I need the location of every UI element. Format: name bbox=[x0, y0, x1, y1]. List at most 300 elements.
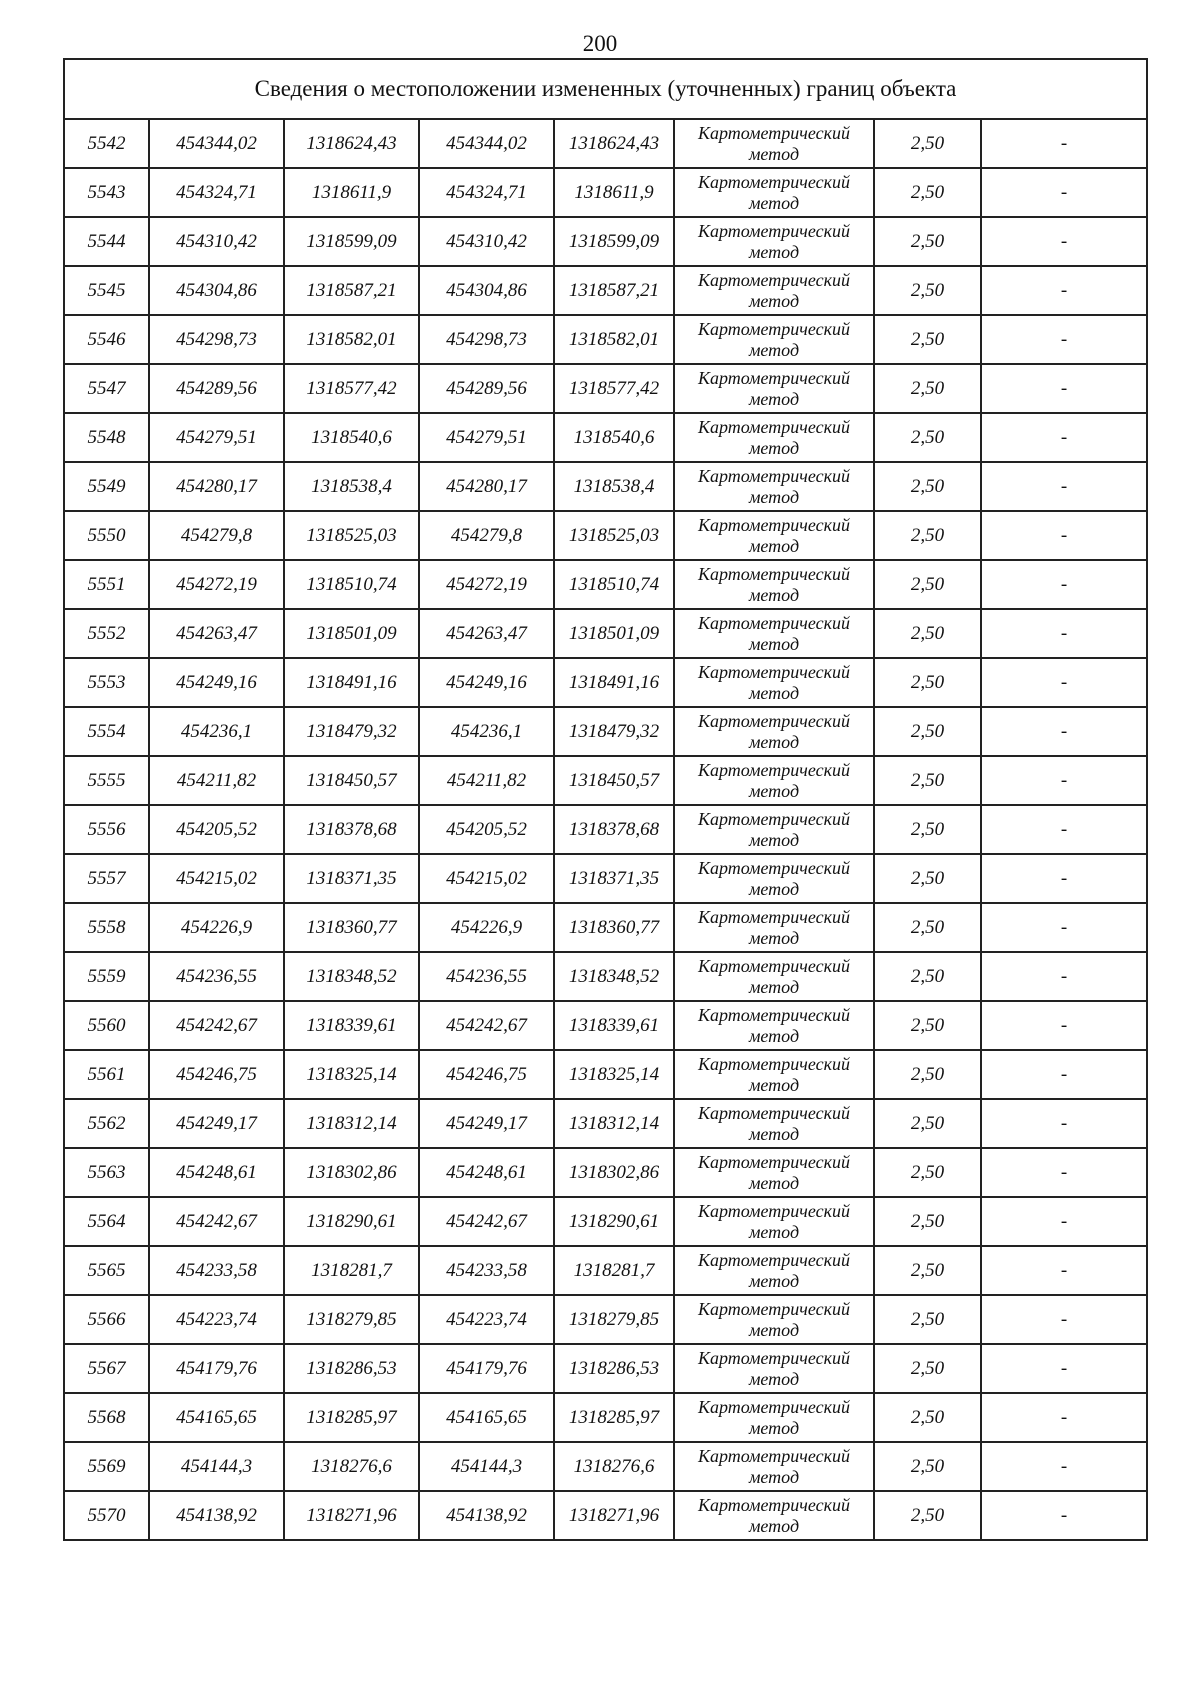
accuracy-cell: 2,50 bbox=[874, 1148, 981, 1197]
x-existing-cell: 454246,75 bbox=[149, 1050, 284, 1099]
method-cell bbox=[674, 903, 874, 952]
method-line-1: Картометрический bbox=[697, 171, 850, 192]
table-row bbox=[64, 119, 1147, 168]
method-cell bbox=[674, 1001, 874, 1050]
method-cell bbox=[674, 560, 874, 609]
point-number-cell: 5547 bbox=[64, 364, 149, 413]
x-refined-cell: 454236,55 bbox=[419, 952, 554, 1001]
accuracy-cell: 2,50 bbox=[874, 462, 981, 511]
y-refined-cell: 1318611,9 bbox=[554, 168, 674, 217]
x-existing-cell: 454289,56 bbox=[149, 364, 284, 413]
accuracy-cell: 2,50 bbox=[874, 1491, 981, 1540]
point-number-cell: 5559 bbox=[64, 952, 149, 1001]
method-cell bbox=[674, 266, 874, 315]
method-line-1: Картометрический bbox=[697, 416, 850, 437]
method-cell bbox=[674, 756, 874, 805]
y-existing-cell: 1318290,61 bbox=[284, 1197, 419, 1246]
table-body bbox=[64, 119, 1147, 1540]
method-line-2: метод bbox=[748, 241, 800, 262]
accuracy-cell: 2,50 bbox=[874, 1001, 981, 1050]
point-number-cell: 5546 bbox=[64, 315, 149, 364]
y-existing-cell: 1318302,86 bbox=[284, 1148, 419, 1197]
method-cell bbox=[674, 1344, 874, 1393]
y-refined-cell: 1318538,4 bbox=[554, 462, 674, 511]
point-number-cell: 5555 bbox=[64, 756, 149, 805]
method-line-2: метод bbox=[748, 584, 800, 605]
method-line-1: Картометрический bbox=[697, 465, 850, 486]
x-refined-cell: 454279,8 bbox=[419, 511, 554, 560]
x-existing-cell: 454248,61 bbox=[149, 1148, 284, 1197]
table-row bbox=[64, 1050, 1147, 1099]
y-refined-cell: 1318285,97 bbox=[554, 1393, 674, 1442]
x-existing-cell: 454280,17 bbox=[149, 462, 284, 511]
method-cell bbox=[674, 119, 874, 168]
x-refined-cell: 454223,74 bbox=[419, 1295, 554, 1344]
method-line-1: Картометрический bbox=[697, 661, 850, 682]
y-refined-cell: 1318371,35 bbox=[554, 854, 674, 903]
x-refined-cell: 454144,3 bbox=[419, 1442, 554, 1491]
coordinates-table bbox=[63, 58, 1148, 1541]
method-line-1: Картометрический bbox=[697, 1396, 850, 1417]
method-cell bbox=[674, 805, 874, 854]
y-refined-cell: 1318624,43 bbox=[554, 119, 674, 168]
y-existing-cell: 1318491,16 bbox=[284, 658, 419, 707]
y-existing-cell: 1318510,74 bbox=[284, 560, 419, 609]
table-row bbox=[64, 364, 1147, 413]
method-cell bbox=[674, 707, 874, 756]
x-existing-cell: 454304,86 bbox=[149, 266, 284, 315]
x-existing-cell: 454215,02 bbox=[149, 854, 284, 903]
point-number-cell: 5554 bbox=[64, 707, 149, 756]
table-row bbox=[64, 168, 1147, 217]
method-line-1: Картометрический bbox=[697, 1151, 850, 1172]
point-number-cell: 5548 bbox=[64, 413, 149, 462]
x-existing-cell: 454138,92 bbox=[149, 1491, 284, 1540]
y-refined-cell: 1318325,14 bbox=[554, 1050, 674, 1099]
note-cell: - bbox=[981, 805, 1147, 854]
method-line-2: метод bbox=[748, 1515, 800, 1536]
note-cell: - bbox=[981, 462, 1147, 511]
accuracy-cell: 2,50 bbox=[874, 1246, 981, 1295]
x-existing-cell: 454165,65 bbox=[149, 1393, 284, 1442]
accuracy-cell: 2,50 bbox=[874, 805, 981, 854]
table-title-row bbox=[64, 59, 1147, 119]
x-refined-cell: 454272,19 bbox=[419, 560, 554, 609]
x-refined-cell: 454280,17 bbox=[419, 462, 554, 511]
point-number-cell: 5544 bbox=[64, 217, 149, 266]
method-cell bbox=[674, 315, 874, 364]
y-existing-cell: 1318276,6 bbox=[284, 1442, 419, 1491]
method-line-2: метод bbox=[748, 633, 800, 654]
x-refined-cell: 454298,73 bbox=[419, 315, 554, 364]
table-row bbox=[64, 511, 1147, 560]
method-cell bbox=[674, 1393, 874, 1442]
x-refined-cell: 454246,75 bbox=[419, 1050, 554, 1099]
method-line-1: Картометрический bbox=[697, 906, 850, 927]
table-row bbox=[64, 658, 1147, 707]
x-existing-cell: 454205,52 bbox=[149, 805, 284, 854]
method-line-2: метод bbox=[748, 731, 800, 752]
table-row bbox=[64, 1148, 1147, 1197]
x-refined-cell: 454289,56 bbox=[419, 364, 554, 413]
note-cell: - bbox=[981, 658, 1147, 707]
method-line-2: метод bbox=[748, 143, 800, 164]
accuracy-cell: 2,50 bbox=[874, 1099, 981, 1148]
method-line-2: метод bbox=[748, 1368, 800, 1389]
x-existing-cell: 454233,58 bbox=[149, 1246, 284, 1295]
method-cell bbox=[674, 364, 874, 413]
table-row bbox=[64, 805, 1147, 854]
method-line-2: метод bbox=[748, 878, 800, 899]
accuracy-cell: 2,50 bbox=[874, 511, 981, 560]
note-cell: - bbox=[981, 413, 1147, 462]
point-number-cell: 5565 bbox=[64, 1246, 149, 1295]
y-refined-cell: 1318302,86 bbox=[554, 1148, 674, 1197]
accuracy-cell: 2,50 bbox=[874, 315, 981, 364]
method-line-1: Картометрический bbox=[697, 955, 850, 976]
method-line-2: метод bbox=[748, 339, 800, 360]
y-existing-cell: 1318525,03 bbox=[284, 511, 419, 560]
method-line-2: метод bbox=[748, 1319, 800, 1340]
accuracy-cell: 2,50 bbox=[874, 707, 981, 756]
y-refined-cell: 1318525,03 bbox=[554, 511, 674, 560]
method-line-1: Картометрический bbox=[697, 612, 850, 633]
method-line-2: метод bbox=[748, 535, 800, 556]
y-refined-cell: 1318510,74 bbox=[554, 560, 674, 609]
method-cell bbox=[674, 1491, 874, 1540]
table-row bbox=[64, 1099, 1147, 1148]
y-refined-cell: 1318281,7 bbox=[554, 1246, 674, 1295]
accuracy-cell: 2,50 bbox=[874, 168, 981, 217]
method-cell bbox=[674, 511, 874, 560]
x-existing-cell: 454236,1 bbox=[149, 707, 284, 756]
note-cell: - bbox=[981, 1442, 1147, 1491]
x-refined-cell: 454242,67 bbox=[419, 1197, 554, 1246]
note-cell: - bbox=[981, 854, 1147, 903]
y-refined-cell: 1318587,21 bbox=[554, 266, 674, 315]
table-row bbox=[64, 707, 1147, 756]
x-refined-cell: 454304,86 bbox=[419, 266, 554, 315]
accuracy-cell: 2,50 bbox=[874, 560, 981, 609]
method-line-2: метод bbox=[748, 780, 800, 801]
accuracy-cell: 2,50 bbox=[874, 854, 981, 903]
note-cell: - bbox=[981, 609, 1147, 658]
y-existing-cell: 1318501,09 bbox=[284, 609, 419, 658]
table-row bbox=[64, 1442, 1147, 1491]
note-cell: - bbox=[981, 1001, 1147, 1050]
y-refined-cell: 1318360,77 bbox=[554, 903, 674, 952]
method-cell bbox=[674, 609, 874, 658]
x-existing-cell: 454249,16 bbox=[149, 658, 284, 707]
table-row bbox=[64, 1344, 1147, 1393]
y-refined-cell: 1318276,6 bbox=[554, 1442, 674, 1491]
y-refined-cell: 1318339,61 bbox=[554, 1001, 674, 1050]
y-existing-cell: 1318360,77 bbox=[284, 903, 419, 952]
method-line-2: метод bbox=[748, 486, 800, 507]
method-cell bbox=[674, 217, 874, 266]
x-existing-cell: 454179,76 bbox=[149, 1344, 284, 1393]
x-refined-cell: 454310,42 bbox=[419, 217, 554, 266]
accuracy-cell: 2,50 bbox=[874, 658, 981, 707]
note-cell: - bbox=[981, 168, 1147, 217]
note-cell: - bbox=[981, 315, 1147, 364]
accuracy-cell: 2,50 bbox=[874, 1295, 981, 1344]
accuracy-cell: 2,50 bbox=[874, 217, 981, 266]
method-line-1: Картометрический bbox=[697, 1102, 850, 1123]
method-cell bbox=[674, 854, 874, 903]
note-cell: - bbox=[981, 707, 1147, 756]
method-line-1: Картометрический bbox=[697, 220, 850, 241]
method-line-1: Картометрический bbox=[697, 1249, 850, 1270]
y-existing-cell: 1318371,35 bbox=[284, 854, 419, 903]
table-row bbox=[64, 756, 1147, 805]
method-line-2: метод bbox=[748, 1221, 800, 1242]
y-refined-cell: 1318479,32 bbox=[554, 707, 674, 756]
method-cell bbox=[674, 1442, 874, 1491]
note-cell: - bbox=[981, 560, 1147, 609]
method-line-1: Картометрический bbox=[697, 1053, 850, 1074]
method-cell bbox=[674, 1197, 874, 1246]
method-line-1: Картометрический bbox=[697, 1347, 850, 1368]
method-cell bbox=[674, 1148, 874, 1197]
accuracy-cell: 2,50 bbox=[874, 1393, 981, 1442]
point-number-cell: 5564 bbox=[64, 1197, 149, 1246]
accuracy-cell: 2,50 bbox=[874, 609, 981, 658]
note-cell: - bbox=[981, 1246, 1147, 1295]
x-existing-cell: 454211,82 bbox=[149, 756, 284, 805]
y-existing-cell: 1318281,7 bbox=[284, 1246, 419, 1295]
table-row bbox=[64, 1246, 1147, 1295]
x-existing-cell: 454242,67 bbox=[149, 1197, 284, 1246]
point-number-cell: 5553 bbox=[64, 658, 149, 707]
x-refined-cell: 454215,02 bbox=[419, 854, 554, 903]
x-refined-cell: 454263,47 bbox=[419, 609, 554, 658]
y-refined-cell: 1318501,09 bbox=[554, 609, 674, 658]
point-number-cell: 5551 bbox=[64, 560, 149, 609]
accuracy-cell: 2,50 bbox=[874, 119, 981, 168]
y-existing-cell: 1318286,53 bbox=[284, 1344, 419, 1393]
accuracy-cell: 2,50 bbox=[874, 1050, 981, 1099]
method-line-2: метод bbox=[748, 1466, 800, 1487]
x-refined-cell: 454324,71 bbox=[419, 168, 554, 217]
method-cell bbox=[674, 413, 874, 462]
y-refined-cell: 1318599,09 bbox=[554, 217, 674, 266]
point-number-cell: 5560 bbox=[64, 1001, 149, 1050]
point-number-cell: 5557 bbox=[64, 854, 149, 903]
accuracy-cell: 2,50 bbox=[874, 1442, 981, 1491]
point-number-cell: 5545 bbox=[64, 266, 149, 315]
x-existing-cell: 454344,02 bbox=[149, 119, 284, 168]
point-number-cell: 5552 bbox=[64, 609, 149, 658]
y-existing-cell: 1318540,6 bbox=[284, 413, 419, 462]
method-line-1: Картометрический bbox=[697, 710, 850, 731]
y-refined-cell: 1318540,6 bbox=[554, 413, 674, 462]
method-cell bbox=[674, 1295, 874, 1344]
note-cell: - bbox=[981, 1491, 1147, 1540]
y-existing-cell: 1318599,09 bbox=[284, 217, 419, 266]
table-row bbox=[64, 903, 1147, 952]
x-existing-cell: 454249,17 bbox=[149, 1099, 284, 1148]
note-cell: - bbox=[981, 1050, 1147, 1099]
point-number-cell: 5542 bbox=[64, 119, 149, 168]
x-existing-cell: 454144,3 bbox=[149, 1442, 284, 1491]
y-refined-cell: 1318348,52 bbox=[554, 952, 674, 1001]
point-number-cell: 5566 bbox=[64, 1295, 149, 1344]
note-cell: - bbox=[981, 1197, 1147, 1246]
note-cell: - bbox=[981, 511, 1147, 560]
method-line-1: Картометрический bbox=[697, 318, 850, 339]
x-existing-cell: 454223,74 bbox=[149, 1295, 284, 1344]
method-line-1: Картометрический bbox=[697, 367, 850, 388]
method-line-1: Картометрический bbox=[697, 1298, 850, 1319]
method-line-1: Картометрический bbox=[697, 1494, 850, 1515]
table-row bbox=[64, 560, 1147, 609]
point-number-cell: 5556 bbox=[64, 805, 149, 854]
point-number-cell: 5561 bbox=[64, 1050, 149, 1099]
y-refined-cell: 1318491,16 bbox=[554, 658, 674, 707]
x-refined-cell: 454249,16 bbox=[419, 658, 554, 707]
method-line-1: Картометрический bbox=[697, 269, 850, 290]
y-refined-cell: 1318312,14 bbox=[554, 1099, 674, 1148]
table-row bbox=[64, 266, 1147, 315]
method-line-2: метод bbox=[748, 829, 800, 850]
table-row bbox=[64, 1295, 1147, 1344]
point-number-cell: 5567 bbox=[64, 1344, 149, 1393]
y-existing-cell: 1318538,4 bbox=[284, 462, 419, 511]
point-number-cell: 5550 bbox=[64, 511, 149, 560]
note-cell: - bbox=[981, 266, 1147, 315]
y-refined-cell: 1318378,68 bbox=[554, 805, 674, 854]
accuracy-cell: 2,50 bbox=[874, 364, 981, 413]
y-existing-cell: 1318479,32 bbox=[284, 707, 419, 756]
accuracy-cell: 2,50 bbox=[874, 266, 981, 315]
y-existing-cell: 1318279,85 bbox=[284, 1295, 419, 1344]
point-number-cell: 5569 bbox=[64, 1442, 149, 1491]
method-cell bbox=[674, 1050, 874, 1099]
note-cell: - bbox=[981, 217, 1147, 266]
y-existing-cell: 1318312,14 bbox=[284, 1099, 419, 1148]
table-row bbox=[64, 1393, 1147, 1442]
x-existing-cell: 454242,67 bbox=[149, 1001, 284, 1050]
method-line-1: Картометрический bbox=[697, 563, 850, 584]
method-line-1: Картометрический bbox=[697, 514, 850, 535]
method-line-1: Картометрический bbox=[697, 1200, 850, 1221]
y-refined-cell: 1318279,85 bbox=[554, 1295, 674, 1344]
x-refined-cell: 454242,67 bbox=[419, 1001, 554, 1050]
point-number-cell: 5568 bbox=[64, 1393, 149, 1442]
table-row bbox=[64, 217, 1147, 266]
method-cell bbox=[674, 168, 874, 217]
y-refined-cell: 1318271,96 bbox=[554, 1491, 674, 1540]
x-existing-cell: 454279,51 bbox=[149, 413, 284, 462]
y-existing-cell: 1318325,14 bbox=[284, 1050, 419, 1099]
method-cell bbox=[674, 952, 874, 1001]
note-cell: - bbox=[981, 756, 1147, 805]
x-existing-cell: 454310,42 bbox=[149, 217, 284, 266]
method-line-2: метод bbox=[748, 682, 800, 703]
y-refined-cell: 1318577,42 bbox=[554, 364, 674, 413]
table-row bbox=[64, 952, 1147, 1001]
accuracy-cell: 2,50 bbox=[874, 413, 981, 462]
method-line-2: метод bbox=[748, 192, 800, 213]
y-existing-cell: 1318271,96 bbox=[284, 1491, 419, 1540]
x-refined-cell: 454248,61 bbox=[419, 1148, 554, 1197]
x-existing-cell: 454226,9 bbox=[149, 903, 284, 952]
note-cell: - bbox=[981, 952, 1147, 1001]
x-existing-cell: 454236,55 bbox=[149, 952, 284, 1001]
y-refined-cell: 1318286,53 bbox=[554, 1344, 674, 1393]
point-number-cell: 5570 bbox=[64, 1491, 149, 1540]
x-existing-cell: 454272,19 bbox=[149, 560, 284, 609]
table-row bbox=[64, 609, 1147, 658]
note-cell: - bbox=[981, 903, 1147, 952]
note-cell: - bbox=[981, 1344, 1147, 1393]
y-existing-cell: 1318378,68 bbox=[284, 805, 419, 854]
method-line-2: метод bbox=[748, 1074, 800, 1095]
x-refined-cell: 454279,51 bbox=[419, 413, 554, 462]
note-cell: - bbox=[981, 364, 1147, 413]
x-refined-cell: 454236,1 bbox=[419, 707, 554, 756]
table-row bbox=[64, 413, 1147, 462]
x-refined-cell: 454249,17 bbox=[419, 1099, 554, 1148]
method-line-2: метод bbox=[748, 290, 800, 311]
note-cell: - bbox=[981, 1099, 1147, 1148]
method-line-1: Картометрический bbox=[697, 857, 850, 878]
accuracy-cell: 2,50 bbox=[874, 1197, 981, 1246]
method-line-1: Картометрический bbox=[697, 808, 850, 829]
method-line-2: метод bbox=[748, 927, 800, 948]
x-refined-cell: 454179,76 bbox=[419, 1344, 554, 1393]
method-line-2: метод bbox=[748, 1123, 800, 1144]
y-refined-cell: 1318450,57 bbox=[554, 756, 674, 805]
method-cell bbox=[674, 1246, 874, 1295]
table-row bbox=[64, 854, 1147, 903]
point-number-cell: 5562 bbox=[64, 1099, 149, 1148]
method-cell bbox=[674, 658, 874, 707]
x-refined-cell: 454344,02 bbox=[419, 119, 554, 168]
point-number-cell: 5543 bbox=[64, 168, 149, 217]
method-line-2: метод bbox=[748, 437, 800, 458]
y-existing-cell: 1318348,52 bbox=[284, 952, 419, 1001]
x-existing-cell: 454263,47 bbox=[149, 609, 284, 658]
note-cell: - bbox=[981, 1148, 1147, 1197]
y-refined-cell: 1318582,01 bbox=[554, 315, 674, 364]
method-line-1: Картометрический bbox=[697, 1445, 850, 1466]
y-refined-cell: 1318290,61 bbox=[554, 1197, 674, 1246]
x-refined-cell: 454226,9 bbox=[419, 903, 554, 952]
point-number-cell: 5563 bbox=[64, 1148, 149, 1197]
note-cell: - bbox=[981, 1295, 1147, 1344]
y-existing-cell: 1318624,43 bbox=[284, 119, 419, 168]
method-line-2: метод bbox=[748, 1417, 800, 1438]
note-cell: - bbox=[981, 1393, 1147, 1442]
table-row bbox=[64, 1001, 1147, 1050]
table-row bbox=[64, 1197, 1147, 1246]
x-existing-cell: 454279,8 bbox=[149, 511, 284, 560]
accuracy-cell: 2,50 bbox=[874, 903, 981, 952]
note-cell: - bbox=[981, 119, 1147, 168]
page-number: 200 bbox=[582, 31, 618, 56]
point-number-cell: 5549 bbox=[64, 462, 149, 511]
method-line-2: метод bbox=[748, 1270, 800, 1291]
point-number-cell: 5558 bbox=[64, 903, 149, 952]
table-row bbox=[64, 315, 1147, 364]
table-title: Сведения о местоположении измененных (уточненных) границ объекта bbox=[64, 59, 1147, 119]
method-line-1: Картометрический bbox=[697, 122, 850, 143]
method-line-2: метод bbox=[748, 1172, 800, 1193]
method-line-2: метод bbox=[748, 388, 800, 409]
x-refined-cell: 454205,52 bbox=[419, 805, 554, 854]
